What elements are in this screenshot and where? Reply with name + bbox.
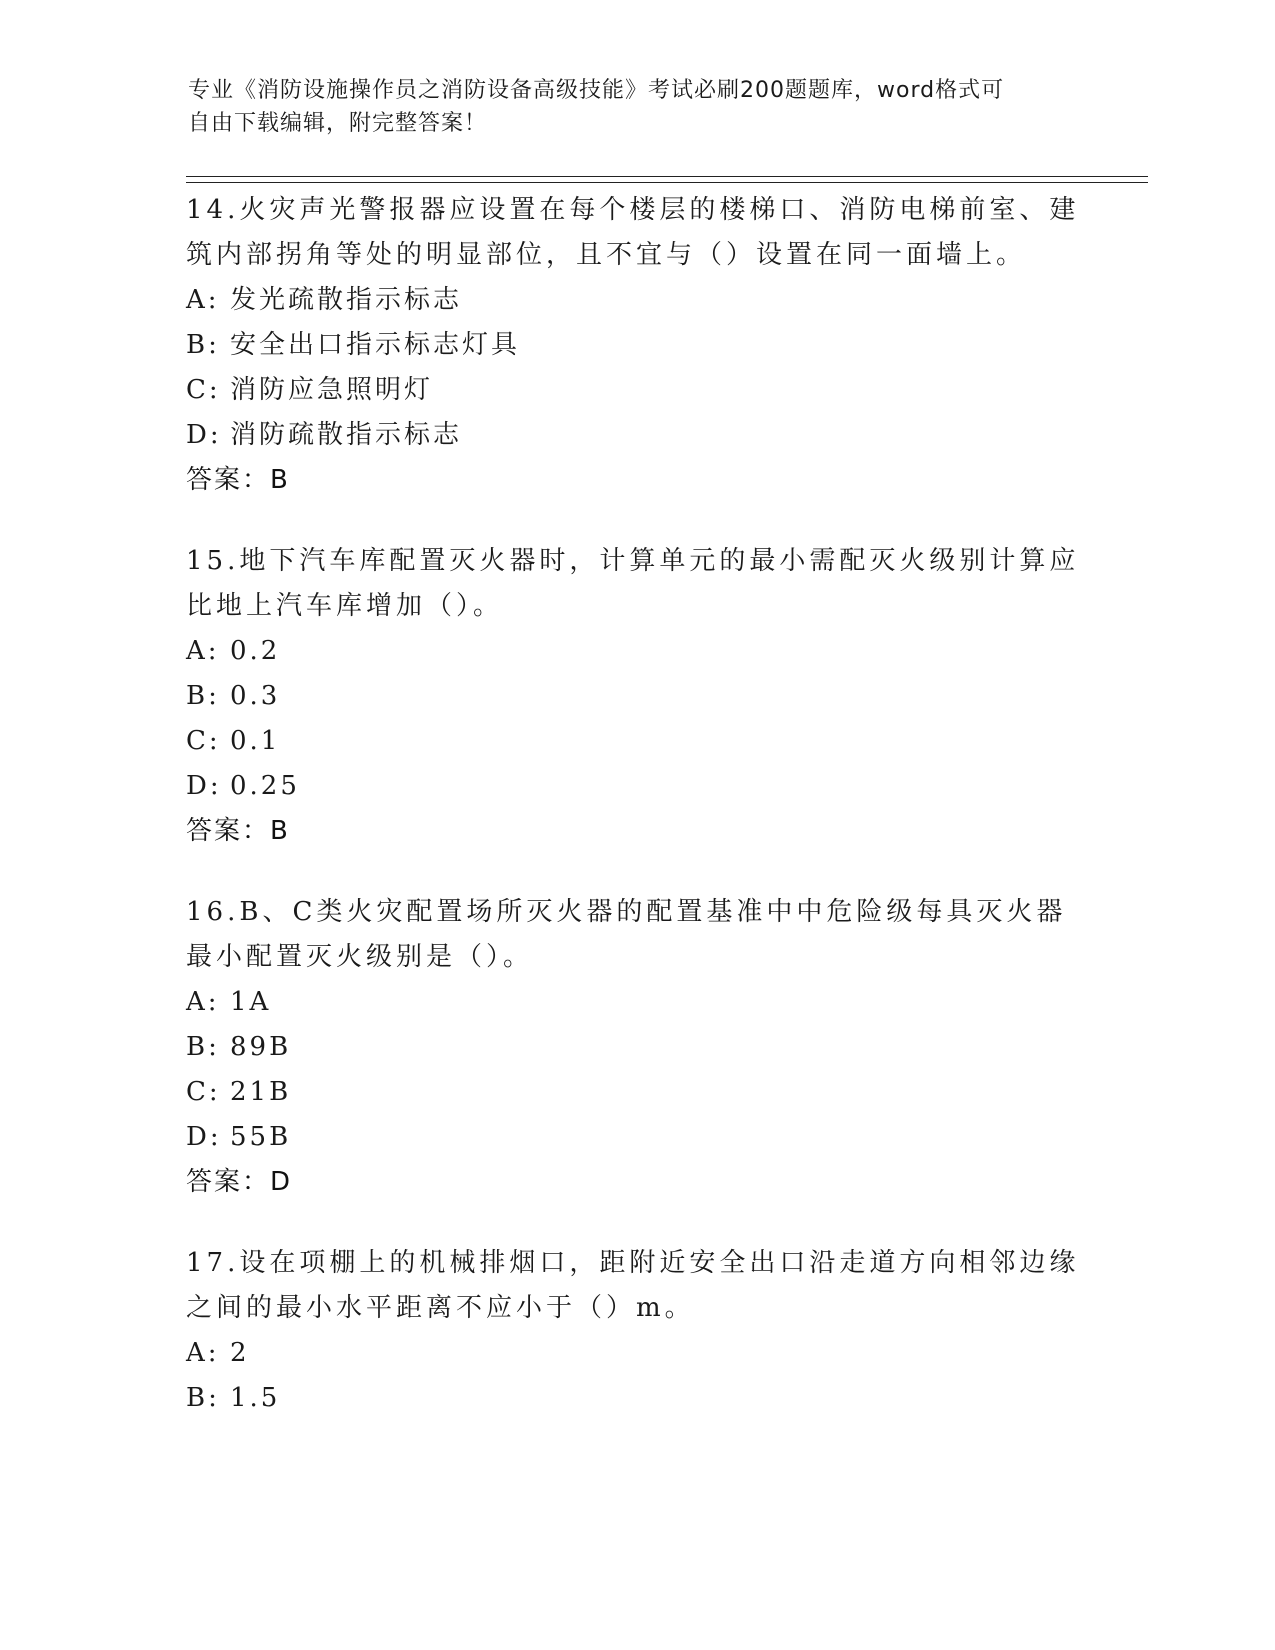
question-list: [186, 188, 1086, 1457]
option-text: 0.2: [230, 636, 281, 666]
option-c: [186, 368, 1086, 413]
option-d: [186, 413, 1086, 458]
answer-line: 答案：B: [186, 816, 290, 846]
header-divider-bottom: [186, 182, 1148, 183]
answer-line: 答案：B: [186, 465, 290, 495]
option-text: 消防应急照明灯: [230, 375, 434, 405]
question-text: 16.B、C类火灾配置场所灭火器的配置基准中中危险级每具灭火器最小配置灭火级别是（）。: [186, 897, 1067, 972]
option-a: [186, 278, 1086, 323]
option-letter: D:: [186, 1122, 222, 1152]
option-letter: D:: [186, 420, 222, 450]
option-c: [186, 719, 1086, 764]
option-text: 21B: [230, 1077, 292, 1107]
option-d: [186, 764, 1086, 809]
option-letter: B:: [186, 1032, 220, 1062]
header-divider-top: [186, 176, 1148, 177]
answer-line: 答案：D: [186, 1167, 293, 1197]
option-letter: A:: [186, 285, 220, 315]
option-c: [186, 1070, 1086, 1115]
option-text: 0.25: [230, 771, 300, 801]
option-letter: C:: [186, 1077, 221, 1107]
option-text: 1A: [230, 987, 272, 1017]
option-text: 0.1: [230, 726, 281, 756]
question-text: 15.地下汽车库配置灭火器时，计算单元的最小需配灭火级别计算应比地上汽车库增加（）。: [186, 546, 1080, 621]
question-14: [186, 188, 1086, 503]
option-text: 1.5: [230, 1383, 281, 1413]
option-letter: D:: [186, 771, 222, 801]
option-text: 2: [230, 1338, 250, 1368]
option-text: 0.3: [230, 681, 281, 711]
option-b: [186, 1025, 1086, 1070]
question-17: [186, 1241, 1086, 1421]
header-line-2: 自由下载编辑，附完整答案！: [188, 111, 488, 136]
option-text: 发光疏散指示标志: [230, 285, 463, 315]
option-b: [186, 323, 1086, 368]
option-text: 消防疏散指示标志: [230, 420, 463, 450]
option-text: 89B: [230, 1032, 292, 1062]
option-text: 安全出口指示标志灯具: [230, 330, 521, 360]
option-b: [186, 1376, 1086, 1421]
option-a: [186, 980, 1086, 1025]
option-letter: A:: [186, 987, 220, 1017]
option-d: [186, 1115, 1086, 1160]
header-line-1: 专业《消防设施操作员之消防设备高级技能》考试必刷200题题库，word格式可: [188, 78, 1005, 103]
question-16: [186, 890, 1086, 1205]
option-letter: B:: [186, 330, 220, 360]
option-text: 55B: [230, 1122, 292, 1152]
option-letter: C:: [186, 726, 221, 756]
option-letter: A:: [186, 1338, 220, 1368]
question-15: [186, 539, 1086, 854]
option-letter: A:: [186, 636, 220, 666]
option-b: [186, 674, 1086, 719]
option-a: [186, 629, 1086, 674]
option-a: [186, 1331, 1086, 1376]
document-header: [188, 74, 1068, 140]
option-letter: B:: [186, 1383, 220, 1413]
option-letter: B:: [186, 681, 220, 711]
question-text: 14.火灾声光警报器应设置在每个楼层的楼梯口、消防电梯前室、建筑内部拐角等处的明显部位，且不宜与（）设置在同一面墙上。: [186, 195, 1080, 270]
question-text: 17.设在项棚上的机械排烟口，距附近安全出口沿走道方向相邻边缘之间的最小水平距离不应小于（）m。: [186, 1248, 1080, 1323]
option-letter: C:: [186, 375, 221, 405]
